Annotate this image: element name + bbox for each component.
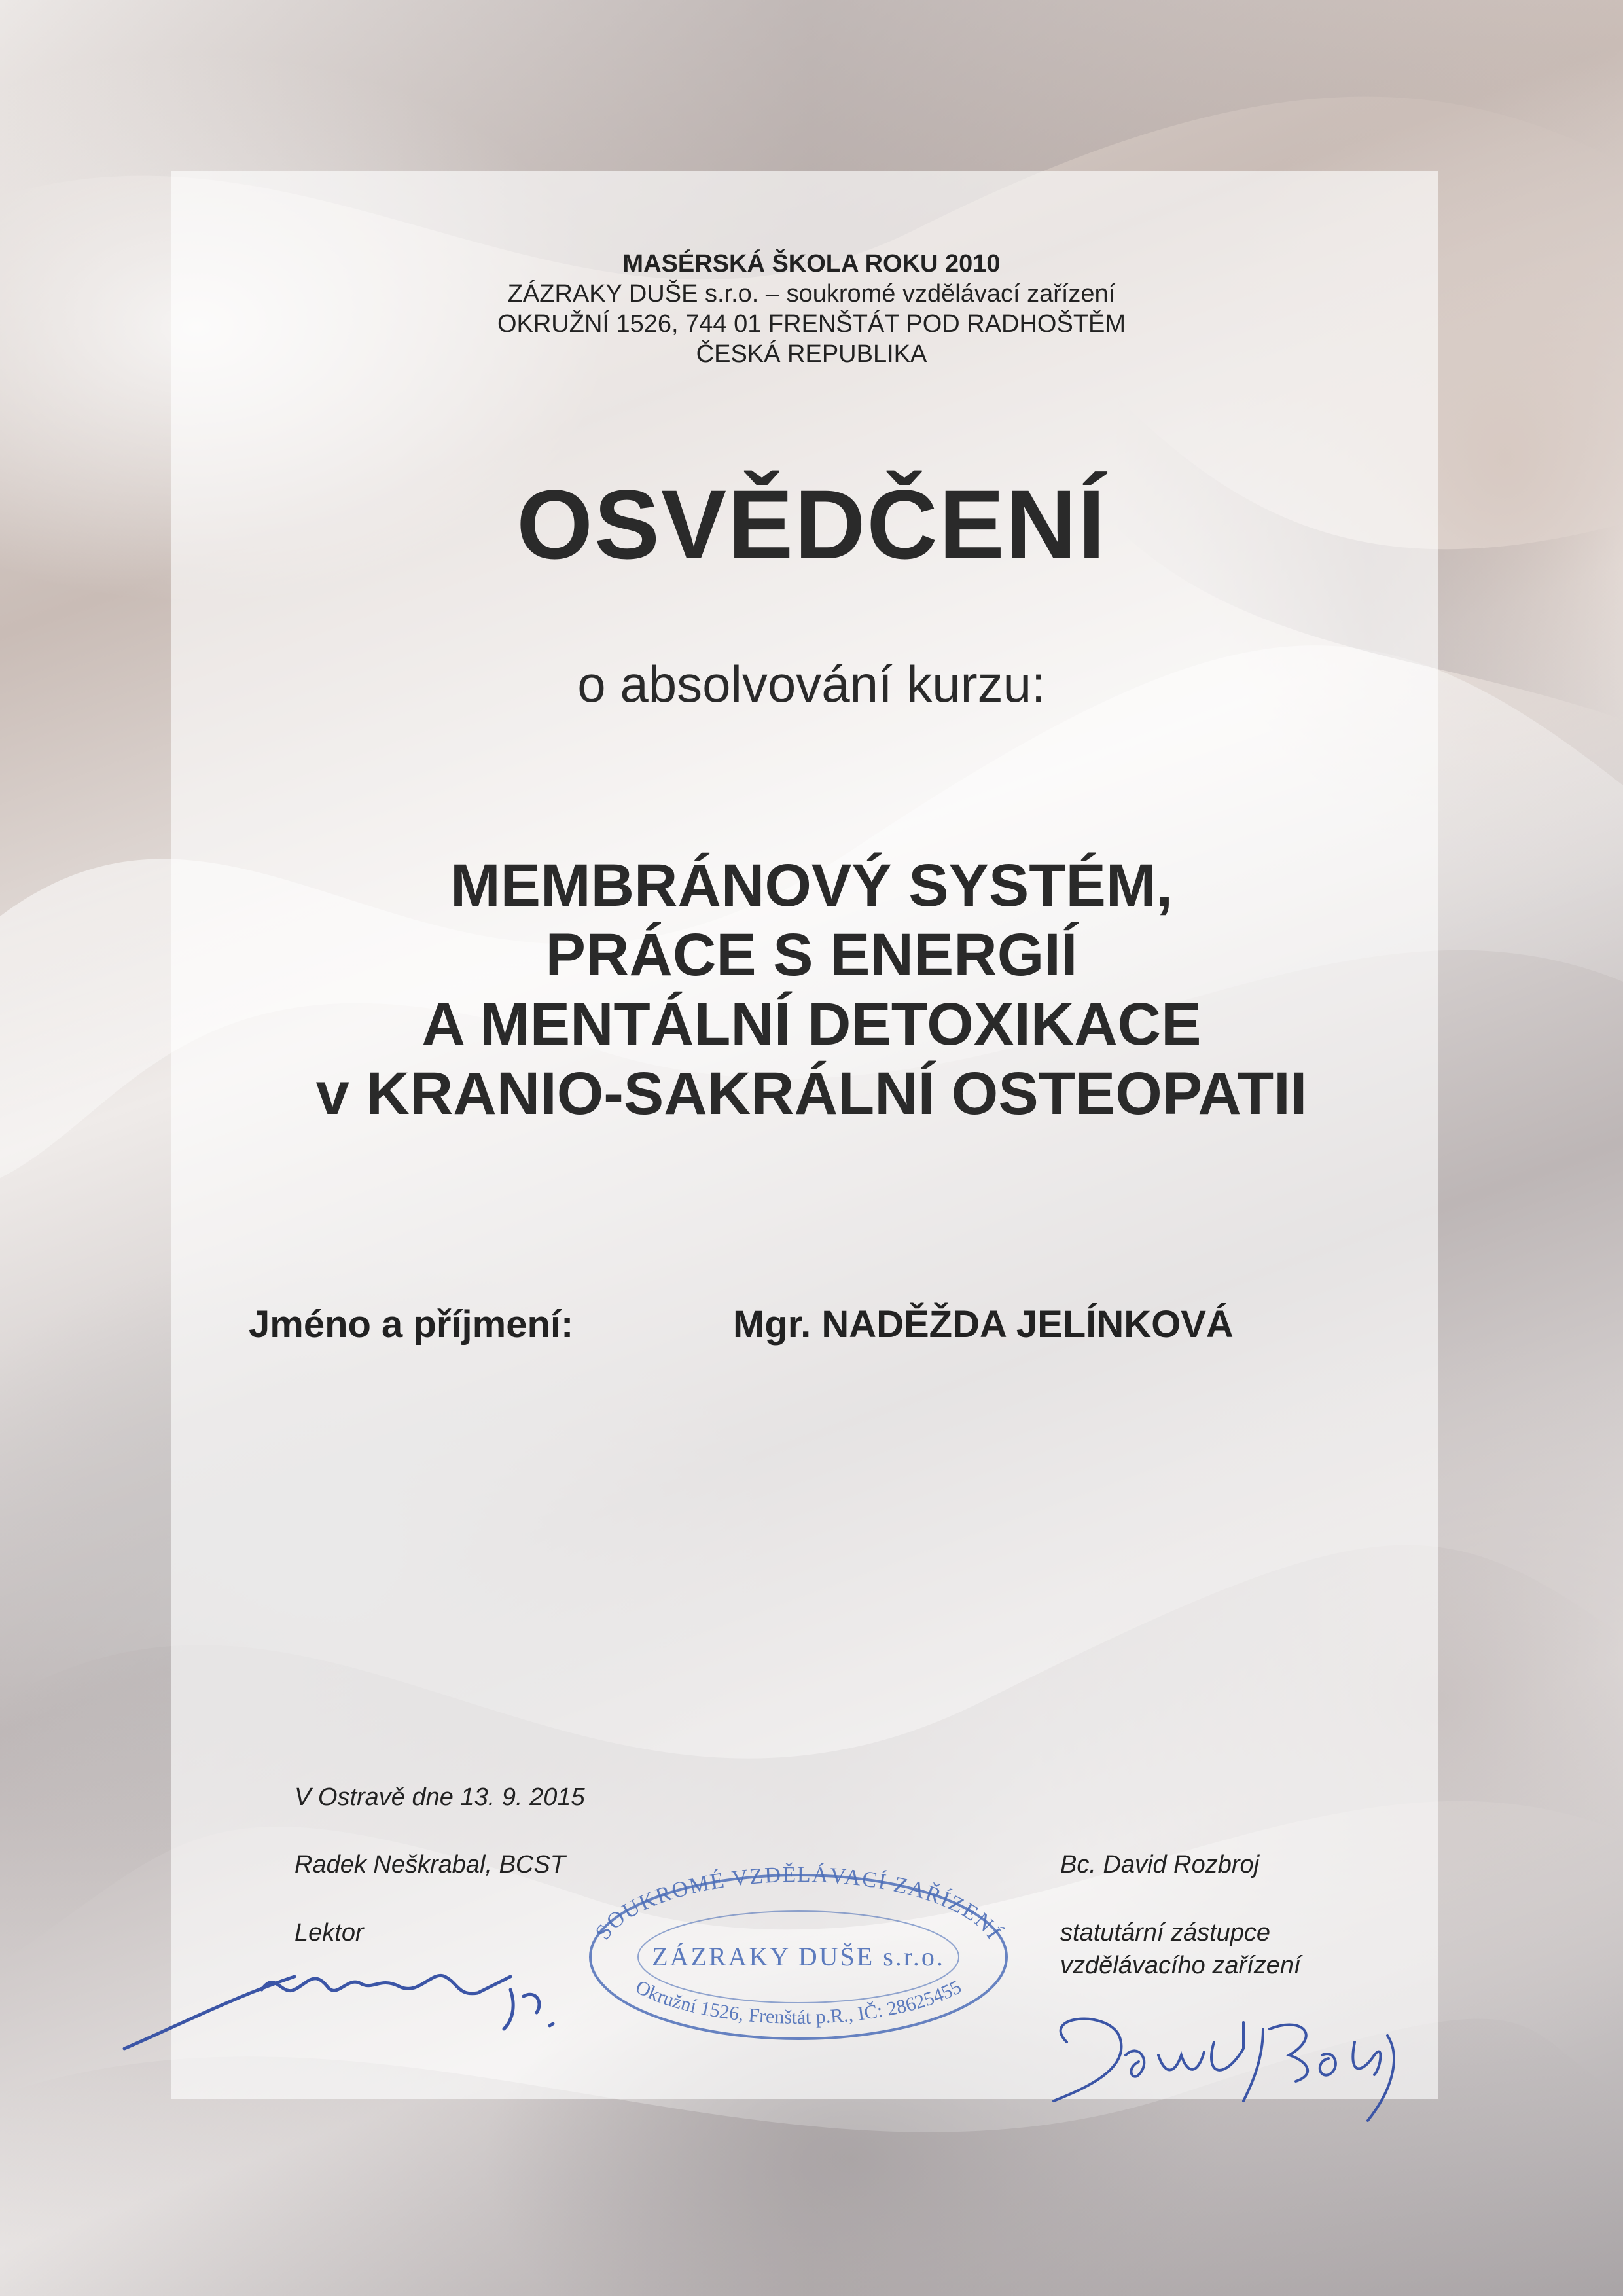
address-line: OKRUŽNÍ 1526, 744 01 FRENŠTÁT POD RADHOŠTĚM: [497, 310, 1126, 338]
page-title: OSVĚDČENÍ: [516, 469, 1107, 579]
stamp-arc-top: SOUKROMÉ VZDĚLÁVACÍ ZAŘÍZENÍ: [590, 1862, 1007, 1945]
director-role-line-1: statutární zástupce: [1060, 1919, 1271, 1946]
school-award-line: MASÉRSKÁ ŠKOLA ROKU 2010: [622, 250, 1001, 278]
course-line-4: v KRANIO-SAKRÁLNÍ OSTEOPATII: [315, 1060, 1308, 1127]
lecturer-signature: [118, 1950, 589, 2062]
lecturer-name: Radek Neškrabal, BCST: [294, 1851, 565, 1878]
course-line-2: PRÁCE S ENERGIÍ: [545, 922, 1078, 988]
lecturer-role: Lektor: [294, 1919, 364, 1946]
recipient-row: [249, 1302, 1234, 1346]
institution-line: ZÁZRAKY DUŠE s.r.o. – soukromé vzdělávací zařízení: [507, 280, 1116, 308]
subtitle: o absolvování kurzu:: [577, 655, 1046, 713]
course-line-1: MEMBRÁNOVÝ SYSTÉM,: [450, 852, 1173, 919]
institution-stamp: [576, 1859, 1021, 2042]
name-label: Jméno a příjmení:: [249, 1303, 574, 1346]
recipient-name: Mgr. NADĚŽDA JELÍNKOVÁ: [733, 1303, 1234, 1346]
country-line: ČESKÁ REPUBLIKA: [696, 340, 927, 368]
director-signature: [1027, 1996, 1433, 2140]
course-line-3: A MENTÁLNÍ DETOXIKACE: [421, 991, 1202, 1058]
director-name: Bc. David Rozbroj: [1060, 1851, 1260, 1878]
place-date: V Ostravě dne 13. 9. 2015: [294, 1784, 585, 1811]
stamp-arc-bottom: Okružní 1526, Frenštát p.R., IČ: 28625455: [632, 1976, 965, 2028]
director-role-line-2: vzdělávacího zařízení: [1060, 1952, 1301, 1979]
stamp-center-text: ZÁZRAKY DUŠE s.r.o.: [652, 1942, 945, 1971]
